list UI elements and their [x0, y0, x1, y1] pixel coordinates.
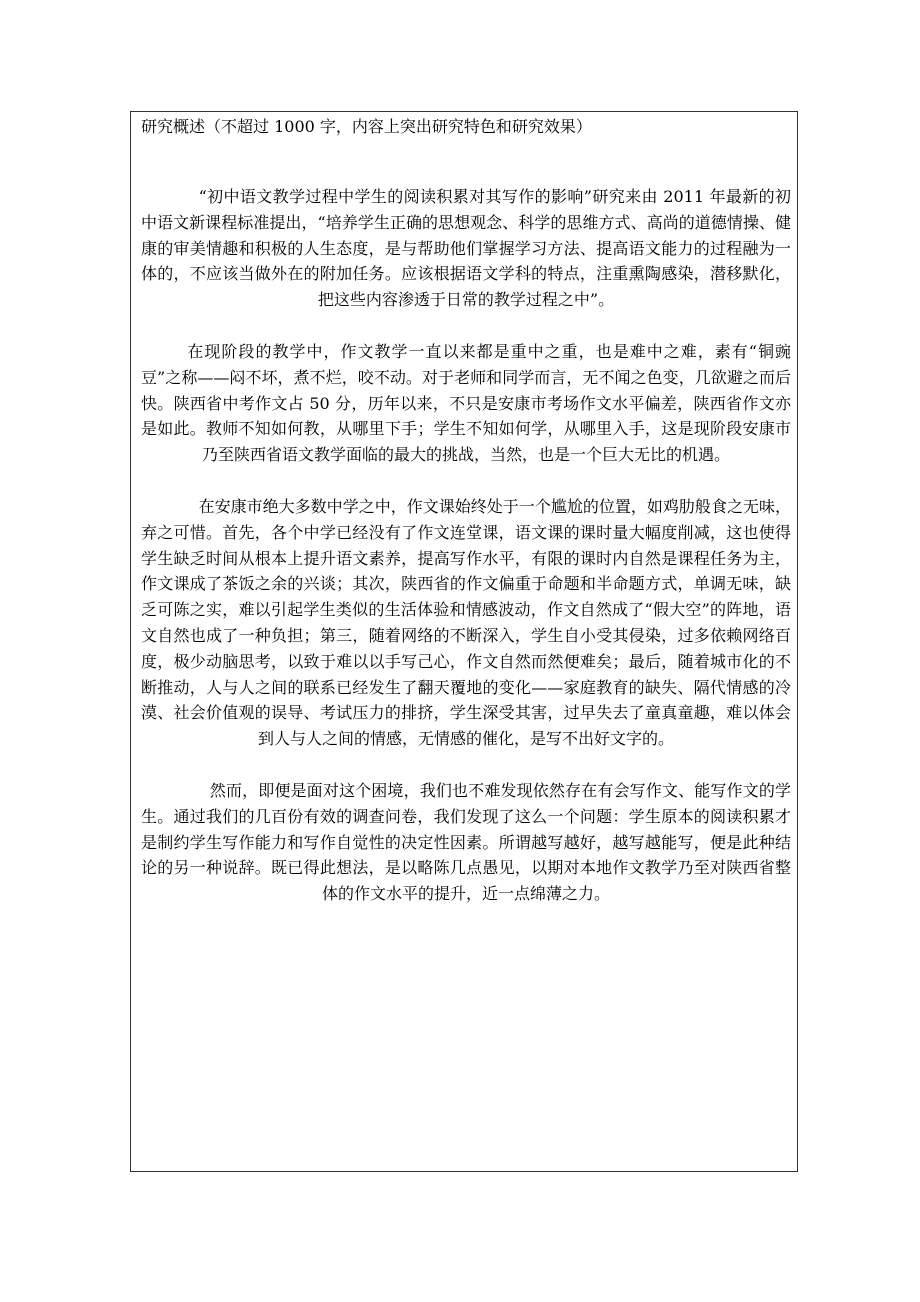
paragraph-3: 在安康市绝大多数中学之中，作文课始终处于一个尴尬的位置，如鸡肋般食之无味，弃之可惜。首先，各个中学已经没有了作文连堂课，语文课的课时量大幅度削减，这也使得学生缺乏时间从根本上提升语文素养，提高写作水平，有限的课时内自然是课程任务为主，作文课成了茶饭之余的兴谈；其次，陕西省的作文偏重于命题和半命题方式，单调无味，缺乏可陈之实，难以引起学生类似的生活体验和情感波动，作文自然成了“假大空”的阵地，语文自然也成了一种负担；第三，随着网络的不断深入，学生自小受其侵染，过多依赖网络百度，极少动脑思考，以致于难以以手写己心，作文自然而然便难矣；最后，随着城市化的不断推动，人与人之间的联系已经发生了翻天覆地的变化——家庭教育的缺失、隔代情感的冷漠、社会价值观的误导、考试压力的排挤，学生深受其害，过早失去了童真童趣，难以体会到人与人之间的情感，无情感的催化，是写不出好文字的。: [141, 496, 791, 749]
section-heading: 研究概述（不超过 1000 字，内容上突出研究特色和研究效果）: [141, 117, 592, 136]
paragraph-1: “初中语文教学过程中学生的阅读积累对其写作的影响”研究来由 2011 年最新的初中语文新课程标准提出，“培养学生正确的思想观念、科学的思维方式、高尚的道德情操、健康的审美情趣和积极的人生态度，是与帮助他们掌握学习方法、提高语文能力的过程融为一体的，不应该当做外在的附加任务。应该根据语文学科的特点，注重熏陶感染，潜移默化，把这些内容渗透于日常的教学过程之中”。: [141, 187, 791, 310]
paragraph-4: 然而，即便是面对这个困境，我们也不难发现依然存在有会写作文、能写作文的学生。通过我们的几百份有效的调查问卷，我们发现了这么一个问题：学生原本的阅读积累才是制约学生写作能力和写作自觉性的决定性因素。所谓越写越好，越写越能写，便是此种结论的另一种说辞。既已得此想法，是以略陈几点愚见，以期对本地作文教学乃至对陕西省整体的作文水平的提升，近一点绵薄之力。: [141, 780, 791, 904]
summary-body: [141, 184, 791, 933]
paragraph-2: 在现阶段的教学中，作文教学一直以来都是重中之重，也是难中之难，素有“铜豌豆”之称——闷不坏，煮不烂，咬不动。对于老师和同学而言，无不闻之色变，几欲避之而后快。陕西省中考作文占 50 分，历年以来，不只是安康市考场作文水平偏差，陕西省作文亦是如此。教师不知如何教，从哪里下手；学生不知如何学，从哪里入手，这是现阶段安康市乃至陕西省语文教学面临的最大的挑战，当然，也是一个巨大无比的机遇。: [141, 341, 791, 465]
research-summary-box: [130, 111, 798, 1172]
